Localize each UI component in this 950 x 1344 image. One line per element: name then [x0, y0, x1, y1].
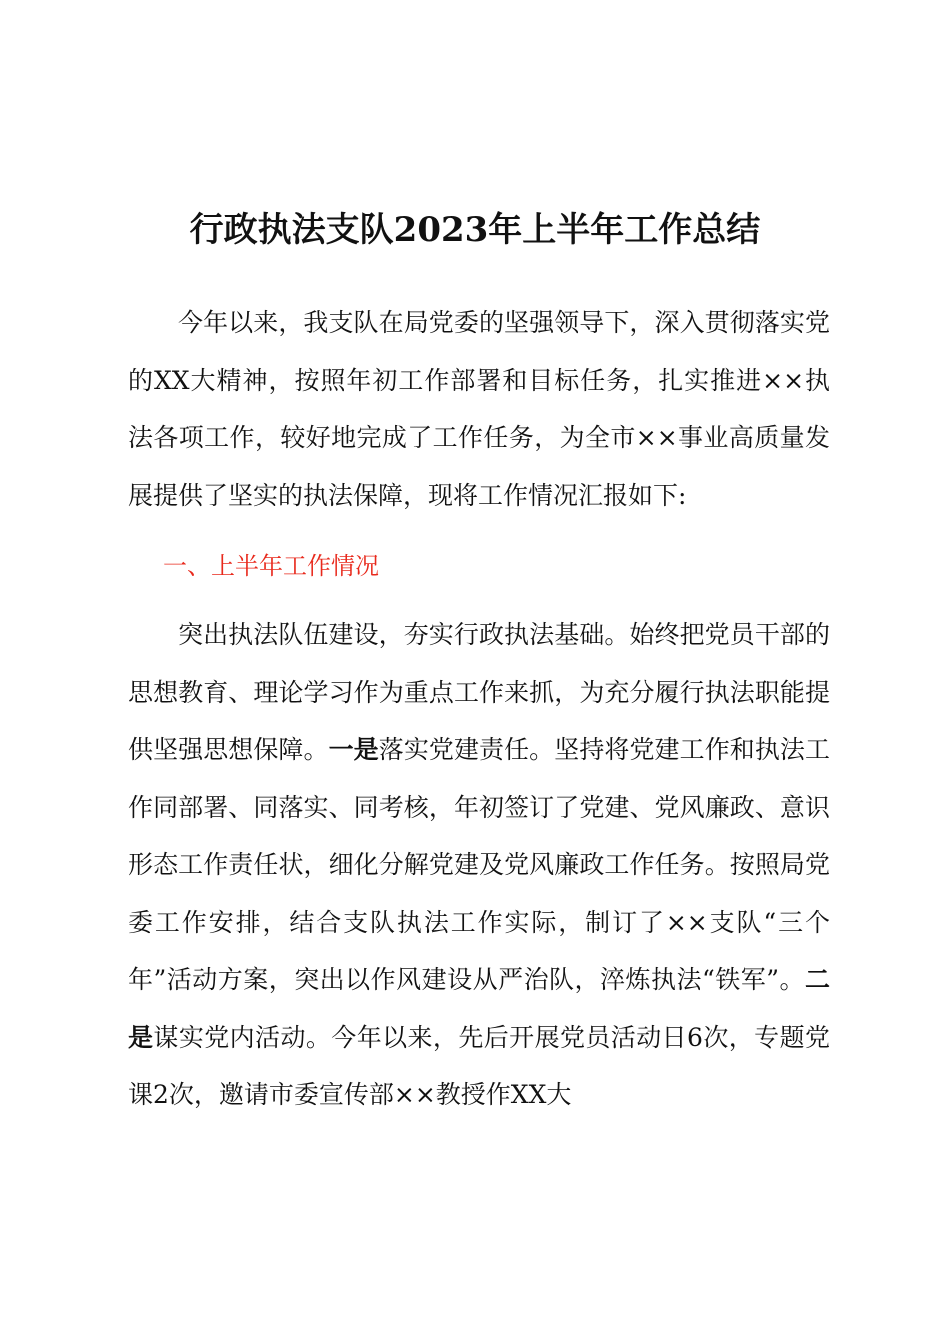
paragraph-text-part-1: 突出执法队伍建设，夯实行政执法基础。始终把党员干部的思想教育、理论学习作为重点工作来抓，为充分履行执法职能提供坚强思想保障。 [128, 620, 830, 764]
emphasis-second: 二是 [128, 965, 830, 1052]
intro-paragraph: 今年以来，我支队在局党委的坚强领导下，深入贯彻落实党的XX大精神，按照年初工作部署和目标任务，扎实推进××执法各项工作，较好地完成了工作任务，为全市××事业高质量发展提供了坚实的执法保障，现将工作情况汇报如下: [128, 308, 830, 510]
paragraph-text-part-2: 落实党建责任。坚持将党建工作和执法工作同部署、同落实、同考核，年初签订了党建、党风廉政、意识形态工作责任状，细化分解党建及党风廉政工作任务。按照局党委工作安排，结合支队执法工作实际，制订了××支队“三个年”活动方案，突出以作风建设从严治队，淬炼执法“铁军”。 [128, 735, 830, 994]
document-title: 行政执法支队2023年上半年工作总结 [189, 210, 761, 250]
section-heading: 一、上半年工作情况 [163, 552, 379, 580]
section-paragraph [128, 606, 830, 1124]
paragraph-text-part-3: 谋实党内活动。今年以来，先后开展党员活动日6次，专题党课2次，邀请市委宣传部××教授作XX大 [128, 1022, 830, 1109]
emphasis-first: 一是 [328, 735, 379, 764]
